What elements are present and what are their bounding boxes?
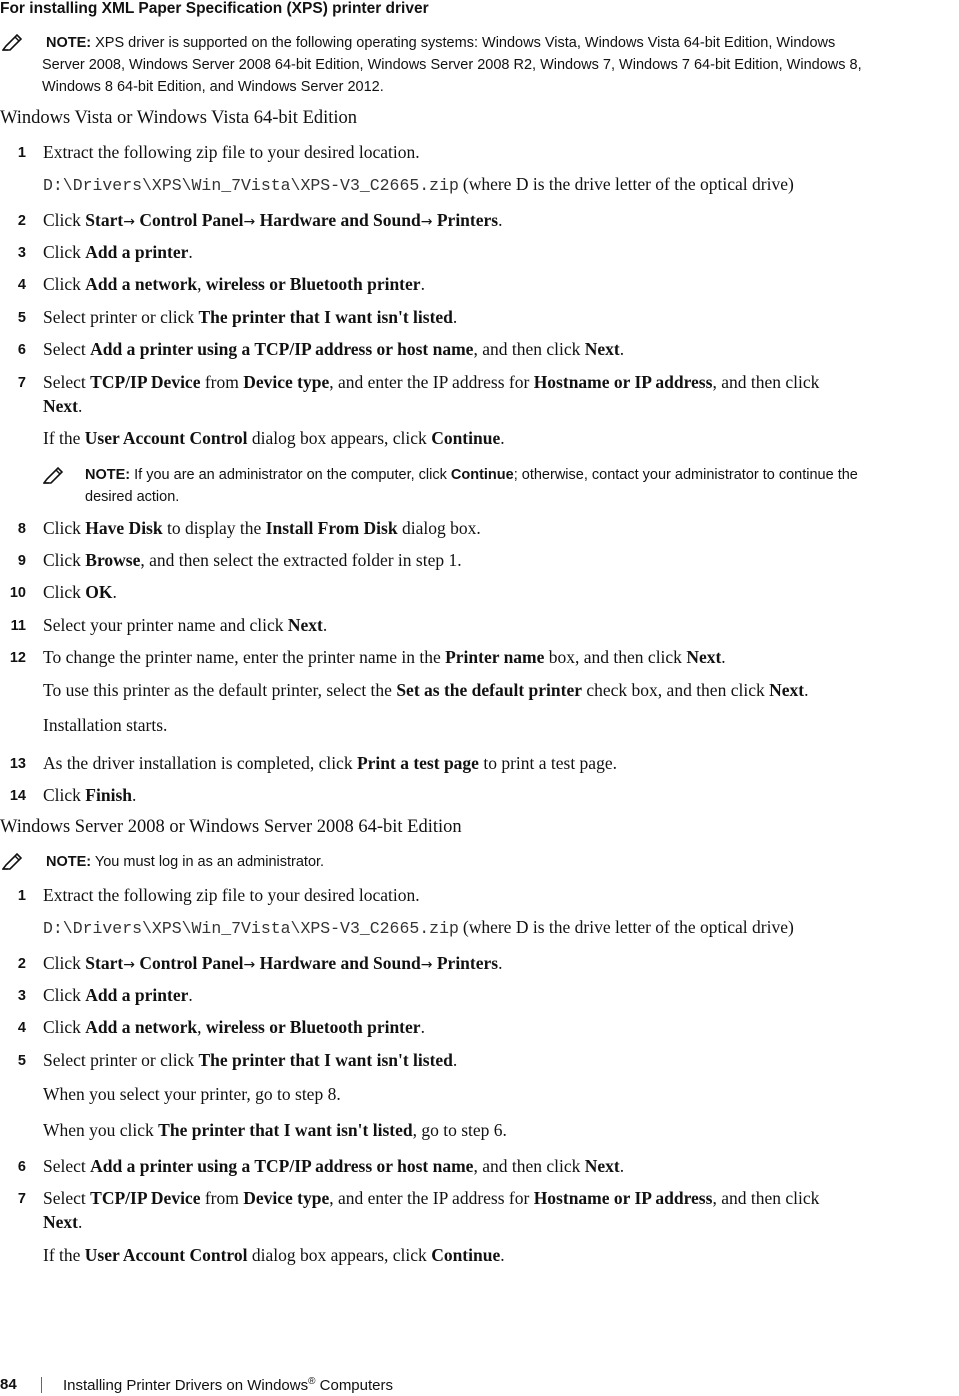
step-text: Select TCP/IP Device from Device type, and enter the IP address for Hostname or IP address, and then click (43, 1188, 820, 1208)
step-number: 6 (17, 1159, 26, 1175)
section-heading-server: Windows Server 2008 or Windows Server 2008 64-bit Edition (0, 817, 462, 837)
right-arrow-icon: → (123, 214, 135, 230)
zip-path: D:\Drivers\XPS\Win_7Vista\XPS-V3_C2665.zip (43, 919, 459, 938)
step-number: 8 (17, 521, 26, 537)
step-text: Click Have Disk to display the Install From Disk dialog box. (43, 518, 481, 538)
step-number: 7 (17, 1191, 26, 1207)
step-text-continued: Next. (43, 396, 83, 416)
step-text: Click Add a printer. (43, 242, 193, 262)
page-title: For installing XML Paper Specification (XPS) printer driver (0, 0, 429, 17)
select-printer-note: When you select your printer, go to step 8. (43, 1084, 341, 1104)
step-number: 3 (17, 988, 26, 1004)
note-pencil-icon (43, 466, 65, 484)
note-admin-line2: desired action. (85, 489, 180, 505)
note-pencil-icon (2, 33, 24, 51)
note-admin-login: NOTE: You must log in as an administrator. (46, 854, 325, 870)
step-number: 10 (9, 585, 26, 601)
step-text: Click Add a network, wireless or Bluetooth printer. (43, 1017, 425, 1037)
step-text: Click Add a network, wireless or Bluetooth printer. (43, 274, 425, 294)
step-text: Select TCP/IP Device from Device type, and enter the IP address for Hostname or IP address, and then click (43, 372, 820, 392)
footer-title: Installing Printer Drivers on Windows® Computers (63, 1376, 393, 1394)
step-text: Click Start→ Control Panel→ Hardware and Sound→ Printers. (43, 953, 503, 973)
right-arrow-icon: → (420, 957, 433, 973)
step-text: Click Browse, and then select the extracted folder in step 1. (43, 550, 462, 570)
zip-path-line (43, 174, 794, 195)
note-top-line3: Windows 8 64-bit Edition, and Windows Server 2012. (42, 79, 384, 95)
step-text: Select printer or click The printer that I want isn't listed. (43, 307, 458, 327)
footer-divider (41, 1377, 42, 1393)
step-text: Click Finish. (43, 785, 137, 805)
right-arrow-icon: → (243, 957, 256, 973)
install-starts: Installation starts. (43, 715, 168, 735)
step-text: Click OK. (43, 582, 117, 602)
step-text: As the driver installation is completed, click Print a test page to print a test page. (43, 753, 617, 773)
step-number: 13 (9, 756, 26, 772)
step-text: Extract the following zip file to your desired location. (43, 885, 420, 905)
step-number: 1 (17, 888, 26, 904)
section-heading-vista: Windows Vista or Windows Vista 64-bit Edition (0, 108, 358, 128)
step-text: Select printer or click The printer that I want isn't listed. (43, 1050, 458, 1070)
step-number: 1 (17, 145, 26, 161)
click-listed-note: When you click The printer that I want isn't listed, go to step 6. (43, 1120, 507, 1140)
step-number: 4 (17, 277, 26, 293)
step-text: Select your printer name and click Next. (43, 615, 328, 635)
step-number: 9 (17, 553, 26, 569)
uac-note: If the User Account Control dialog box appears, click Continue. (43, 1245, 505, 1265)
step-number: 11 (10, 618, 26, 634)
step-number: 6 (17, 342, 26, 358)
right-arrow-icon: → (123, 957, 135, 973)
step-text-continued: Next. (43, 1212, 83, 1232)
step-number: 5 (17, 1053, 26, 1069)
default-printer-note: To use this printer as the default printer, select the Set as the default printer check box, and then click Next. (43, 680, 809, 700)
note-top-line1: NOTE: XPS driver is supported on the following operating systems: Windows Vista, Windows Vista 64-bit Edition, Windows (46, 35, 836, 51)
right-arrow-icon: → (420, 214, 433, 230)
step-text: Extract the following zip file to your desired location. (43, 142, 420, 162)
note-admin-line1: NOTE: If you are an administrator on the computer, click Continue; otherwise, contact your administrator to continue the (85, 467, 858, 483)
step-text: Click Start→ Control Panel→ Hardware and Sound→ Printers. (43, 210, 503, 230)
step-number: 4 (17, 1020, 26, 1036)
step-number: 12 (9, 650, 26, 666)
step-text: Click Add a printer. (43, 985, 193, 1005)
page-number: 84 (0, 1376, 17, 1393)
step-number: 5 (17, 310, 26, 326)
step-text: Select Add a printer using a TCP/IP address or host name, and then click Next. (43, 1156, 625, 1176)
step-text: To change the printer name, enter the printer name in the Printer name box, and then click Next. (43, 647, 726, 667)
step-number: 14 (9, 788, 26, 804)
zip-path: D:\Drivers\XPS\Win_7Vista\XPS-V3_C2665.zip (43, 176, 459, 195)
step-number: 3 (17, 245, 26, 261)
note-top-line2: Server 2008, Windows Server 2008 64-bit Edition, Windows Server 2008 R2, Windows 7, Windows 7 64-bit Edition, Windows 8, (42, 57, 862, 73)
step-text: Select Add a printer using a TCP/IP address or host name, and then click Next. (43, 339, 625, 359)
step-number: 7 (17, 375, 26, 391)
right-arrow-icon: → (243, 214, 256, 230)
uac-note: If the User Account Control dialog box appears, click Continue. (43, 428, 505, 448)
zip-path-suffix: (where D is the drive letter of the optical drive) (462, 174, 794, 194)
step-number: 2 (17, 956, 26, 972)
note-pencil-icon (2, 852, 24, 870)
step-number: 2 (17, 213, 26, 229)
zip-path-suffix: (where D is the drive letter of the optical drive) (462, 917, 794, 937)
zip-path-line (43, 917, 794, 938)
